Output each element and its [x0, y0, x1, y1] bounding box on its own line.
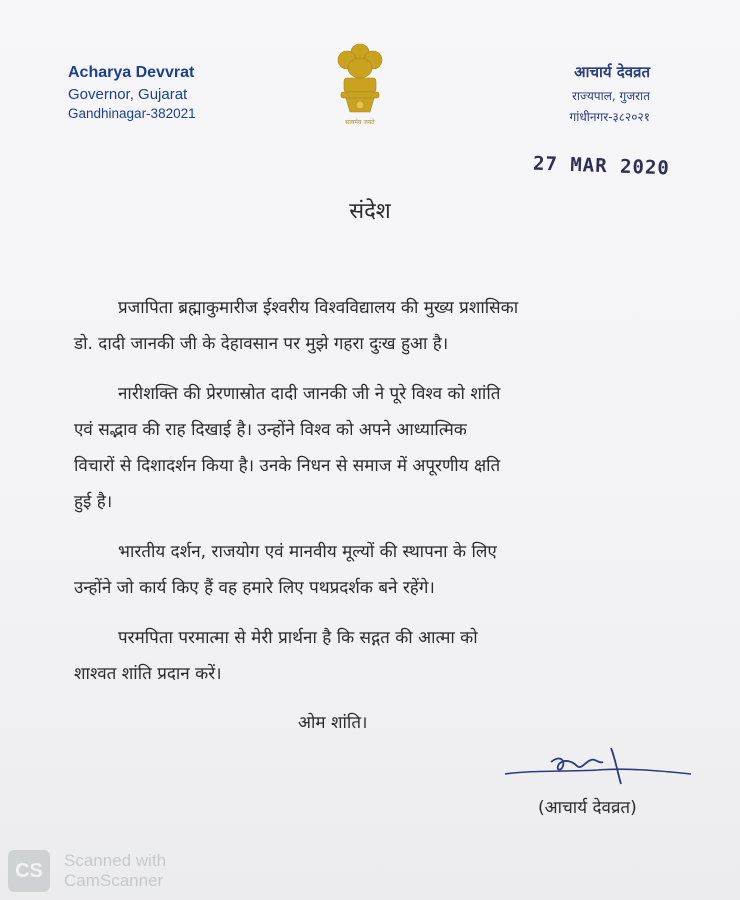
paragraph-line: प्रजापिता ब्रह्माकुमारीज ईश्वरीय विश्वविद्यालय की मुख्य प्रशासिका: [118, 298, 519, 318]
paragraph-4: [74, 620, 678, 692]
sender-name-hi: आचार्य देवव्रत: [574, 63, 650, 81]
signature-icon: [503, 740, 693, 800]
scanner-watermark: [8, 850, 166, 892]
sender-title-en: Governor, Gujarat: [68, 86, 188, 103]
paragraph-line: विचारों से दिशादर्शन किया है। उनके निधन से समाज में अपूरणीय क्षति: [74, 456, 501, 476]
camscanner-logo-icon: CS: [8, 850, 50, 892]
paragraph-line: उन्होंने जो कार्य किए हैं वह हमारे लिए पथप्रदर्शक बने रहेंगे।: [74, 578, 435, 598]
letterhead-left: [68, 64, 196, 124]
date-stamp: 27 MAR 2020: [532, 152, 671, 180]
sender-title-hi: राज्यपाल, गुजरात: [571, 89, 650, 103]
paragraph-2: [74, 376, 678, 520]
paragraph-1: [74, 290, 678, 362]
sender-location-hi: गांधीनगर-३८२०२१: [569, 110, 650, 124]
paragraph-line: शाश्वत शांति प्रदान करें।: [74, 664, 222, 684]
watermark-line-1: Scanned with: [64, 851, 167, 870]
paragraph-line: नारीशक्ति की प्रेरणास्रोत दादी जानकी जी ने पूरे विश्व को शांति: [118, 384, 501, 404]
letterhead-right: [570, 62, 650, 129]
emblem-motto: सत्यमेव जयते: [345, 119, 375, 126]
paragraph-line: हुई है।: [74, 492, 113, 512]
sender-location-en: Gandhinagar-382021: [68, 106, 196, 121]
national-emblem-icon: [332, 38, 388, 130]
signer-name: (आचार्य देवव्रत): [538, 798, 637, 818]
closing-line: ओम शांति।: [298, 713, 368, 733]
paragraph-line: डो. दादी जानकी जी के देहावसान पर मुझे गहरा दुःख हुआ है।: [74, 334, 449, 354]
letter-body: [74, 290, 678, 706]
sender-name-en: Acharya Devvrat: [68, 64, 195, 81]
letter-title: संदेश: [349, 199, 391, 224]
watermark-line-2: CamScanner: [64, 871, 164, 890]
paragraph-line: एवं सद्भाव की राह दिखाई है। उन्होंने विश्व को अपने आध्यात्मिक: [74, 420, 467, 440]
paragraph-line: परमपिता परमात्मा से मेरी प्रार्थना है कि सद्गत की आत्मा को: [118, 628, 478, 648]
paragraph-3: [74, 534, 678, 606]
paragraph-line: भारतीय दर्शन, राजयोग एवं मानवीय मूल्यों की स्थापना के लिए: [118, 542, 497, 562]
